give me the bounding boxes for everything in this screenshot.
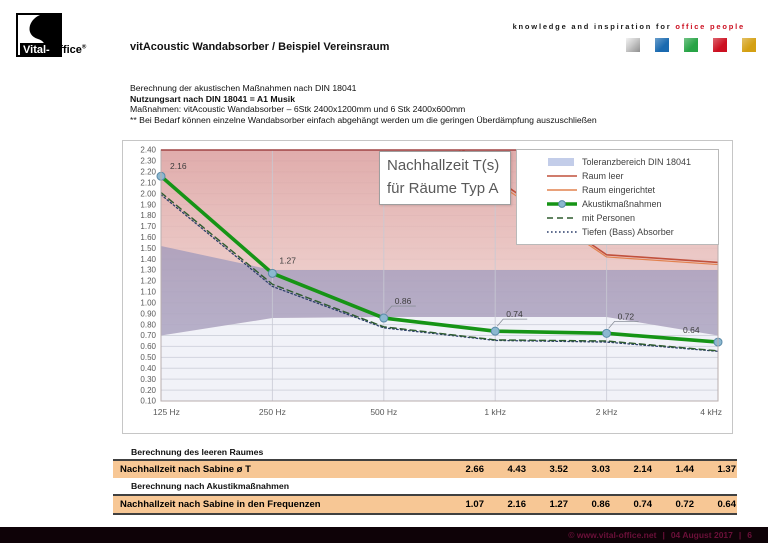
table-cell: 1.44 [675,464,694,475]
table-row-label: Nachhallzeit nach Sabine in den Frequenzen [120,499,321,510]
intro-text-block [130,83,597,125]
table-section-label-empty-room: Berechnung des leeren Raumes [131,447,264,457]
svg-text:1.90: 1.90 [140,200,156,210]
chart-title-line-2: für Räume Typ A [387,179,499,197]
footer-date: 04 August 2017 [670,530,733,540]
table-cell: 2.14 [633,464,652,475]
intro-line-1: Berechnung der akustischen Maßnahmen nach DIN 18041 [130,83,357,93]
data-point-marker [268,269,276,277]
brand-color-squares [626,38,756,52]
svg-text:2.10: 2.10 [140,178,156,188]
svg-text:0.30: 0.30 [140,374,156,384]
legend-item [545,155,714,169]
brand-square-icon [626,38,640,52]
x-axis-labels [153,407,722,417]
table-cell: 3.03 [591,464,610,475]
intro-line-2: Nutzungsart nach DIN 18041 = A1 Musik [130,93,296,104]
table-cell: 3.52 [549,464,568,475]
legend-swatch-icon [545,171,579,181]
svg-text:0.60: 0.60 [140,342,156,352]
brand-rest: Office [50,44,82,56]
brand-square-icon [713,38,727,52]
svg-text:0.40: 0.40 [140,363,156,373]
data-point-marker [603,329,611,337]
svg-text:250 Hz: 250 Hz [258,407,286,417]
legend-item [545,169,714,183]
table-cell: 0.86 [591,499,610,510]
svg-text:1.20: 1.20 [140,276,156,286]
svg-text:2.40: 2.40 [140,145,156,155]
legend-label: mit Personen [582,213,636,223]
svg-text:0.10: 0.10 [140,396,156,406]
table-cell: 4.43 [507,464,526,475]
page-title: vitAcoustic Wandabsorber / Beispiel Vereinsraum [130,41,390,53]
svg-text:2 kHz: 2 kHz [595,407,618,417]
tagline-red: office people [675,22,745,31]
table-row-values [443,499,737,510]
y-axis-labels [140,146,156,406]
table-row-sabine-avg [113,459,737,478]
footer-separator: | [738,530,742,540]
svg-text:1.80: 1.80 [140,211,156,221]
svg-text:2.00: 2.00 [140,189,156,199]
legend-item [545,197,714,211]
legend-label: Raum eingerichtet [582,185,656,195]
svg-text:1.30: 1.30 [140,265,156,275]
brand-square-icon [684,38,698,52]
table-row-sabine-frequencies [113,494,737,515]
brand-square-icon [655,38,669,52]
data-label: 0.86 [394,296,412,307]
svg-text:0.70: 0.70 [140,331,156,341]
svg-text:1.60: 1.60 [140,233,156,243]
table-section-label-measures: Berechnung nach Akustikmaßnahmen [131,481,290,491]
table-cell: 1.27 [549,499,568,510]
intro-line-3: Maßnahmen: vitAcoustic Wandabsorber – 6Stk 2400x1200mm und 6 Stk 2400x600mm [130,104,466,115]
svg-text:0.50: 0.50 [140,353,156,363]
svg-text:125 Hz: 125 Hz [153,407,180,417]
footer-page-number: 6 [747,530,752,540]
svg-text:0.80: 0.80 [140,320,156,330]
svg-text:1.00: 1.00 [140,298,156,308]
reverberation-chart-figure [122,140,733,434]
legend-item [545,183,714,197]
svg-text:1.70: 1.70 [140,222,156,232]
brand-square-icon [742,38,756,52]
data-label: 0.72 [617,311,635,322]
svg-text:1.10: 1.10 [140,287,156,297]
tagline [513,22,745,31]
svg-text:0.90: 0.90 [140,309,156,319]
table-cell: 1.07 [465,499,484,510]
intro-line-4: ** Bei Bedarf können einzelne Wandabsorber einfach abgehängt werden um die geringen Überdämpfung auszuschließen [130,114,597,125]
svg-text:4 kHz: 4 kHz [700,407,722,417]
brand-bold: Vital- [20,43,51,57]
vital-office-logo [16,13,136,63]
data-label: 0.64 [683,325,700,336]
legend-label: Raum leer [582,171,624,181]
table-cell: 1.37 [717,464,736,475]
svg-text:1.40: 1.40 [140,254,156,264]
legend-label: Tiefen (Bass) Absorber [582,227,674,237]
legend-label: Toleranzbereich DIN 18041 [582,157,692,167]
footer-bar [0,527,768,543]
data-label: 1.27 [279,255,296,266]
data-point-marker [491,327,499,335]
legend-swatch-icon [545,213,579,223]
table-cell: 0.72 [675,499,694,510]
legend-swatch-icon [545,185,579,195]
legend-swatch-icon [545,157,579,167]
legend-item [545,211,714,225]
footer-copyright: © www.vital-office.net [568,530,657,540]
chart-title-line-1: Nachhallzeit T(s) [387,157,500,174]
data-point-marker [380,314,388,322]
table-row-values [443,464,737,475]
legend-swatch-icon [545,227,579,237]
logo-wordmark [20,44,86,56]
registered-mark: ® [81,44,87,51]
table-row-label: Nachhallzeit nach Sabine ø T [120,464,251,475]
tagline-black: knowledge and inspiration for [512,22,672,31]
svg-text:2.20: 2.20 [140,167,156,177]
svg-text:0.20: 0.20 [140,385,156,395]
svg-text:1.50: 1.50 [140,243,156,253]
legend-label: Akustikmaßnahmen [582,199,662,209]
footer-separator: | [662,530,665,540]
chart-title-box [379,151,511,205]
chart-legend [516,149,719,245]
svg-text:1 kHz: 1 kHz [484,407,507,417]
legend-swatch-icon [545,199,579,209]
table-cell: 2.16 [507,499,526,510]
svg-text:500 Hz: 500 Hz [370,407,398,417]
table-cell: 0.64 [717,499,736,510]
table-cell: 0.74 [633,499,652,510]
data-label: 0.74 [506,309,523,320]
legend-item [545,225,714,239]
svg-text:2.30: 2.30 [140,156,156,166]
table-cell: 2.66 [465,464,484,475]
data-label: 2.16 [170,161,187,172]
